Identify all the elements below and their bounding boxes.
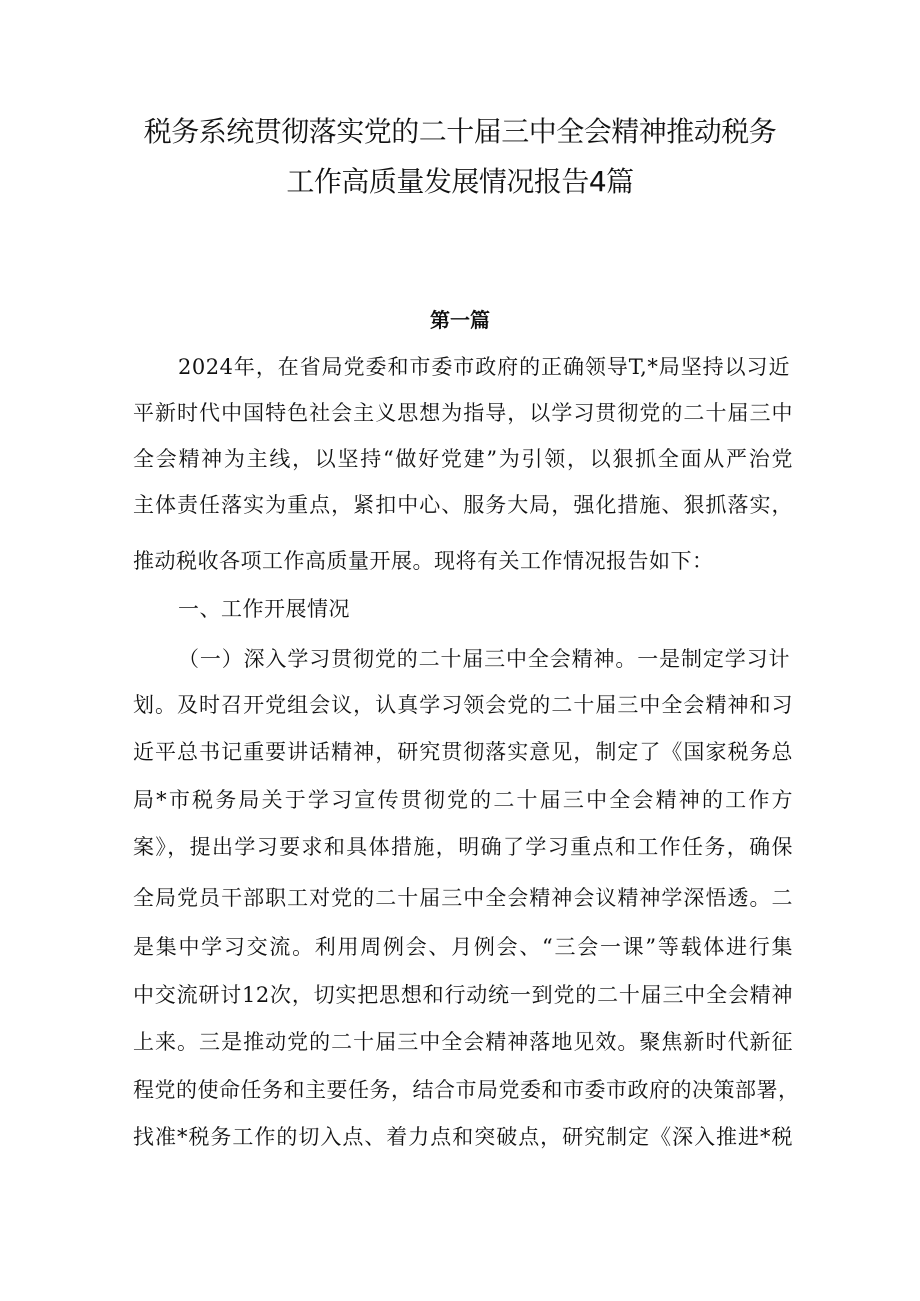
body-line: 2024年，在省局党委和市委市政府的正确领导T,*局坚持以习近 (178, 355, 790, 379)
section-heading: 第一篇 (430, 308, 490, 332)
document-title-line-2: 工作高质量发展情况报告4篇 (286, 165, 634, 198)
body-line: 找准*税务工作的切入点、着力点和突破点，研究制定《深入推进*税 (133, 1125, 793, 1149)
body-line: 案》，提出学习要求和具体措施，明确了学习重点和工作任务，确保 (133, 835, 793, 859)
body-line: 是集中学习交流。利用周例会、月例会、“三会一课”等载体进行集 (133, 935, 793, 959)
body-line: （一）深入学习贯彻党的二十届三中全会精神。一是制定学习计 (178, 647, 790, 671)
body-line: 程党的使命任务和主要任务，结合市局党委和市委市政府的决策部署， (133, 1078, 800, 1102)
subsection-heading: 一、工作开展情况 (178, 597, 350, 621)
body-line: 推动税收各项工作高质量开展。现将有关工作情况报告如下： (133, 549, 714, 573)
body-line: 主体责任落实为重点，紧扣中心、服务大局，强化措施、狠抓落实， (133, 493, 793, 517)
document-title-line-1: 税务系统贯彻落实党的二十届三中全会精神推动税务 (143, 115, 777, 148)
body-line: 上来。三是推动党的二十届三中全会精神落地见效。聚焦新时代新征 (133, 1030, 793, 1054)
body-line: 局*市税务局关于学习宣传贯彻党的二十届三中全会精神的工作方 (133, 788, 793, 812)
body-line: 全局党员干部职工对党的二十届三中全会精神会议精神学深悟透。二 (133, 886, 793, 910)
body-line: 全会精神为主线，以坚持“做好党建”为引领，以狠抓全面从严治党 (133, 447, 793, 471)
body-line: 划。及时召开党组会议，认真学习领会党的二十届三中全会精神和习 (133, 693, 793, 717)
body-line: 平新时代中国特色社会主义思想为指导，以学习贯彻党的二十届三中 (133, 401, 793, 425)
body-line: 中交流研讨12次，切实把思想和行动统一到党的二十届三中全会精神 (133, 983, 793, 1007)
body-line: 近平总书记重要讲话精神，研究贯彻落实意见，制定了《国家税务总 (133, 740, 793, 764)
